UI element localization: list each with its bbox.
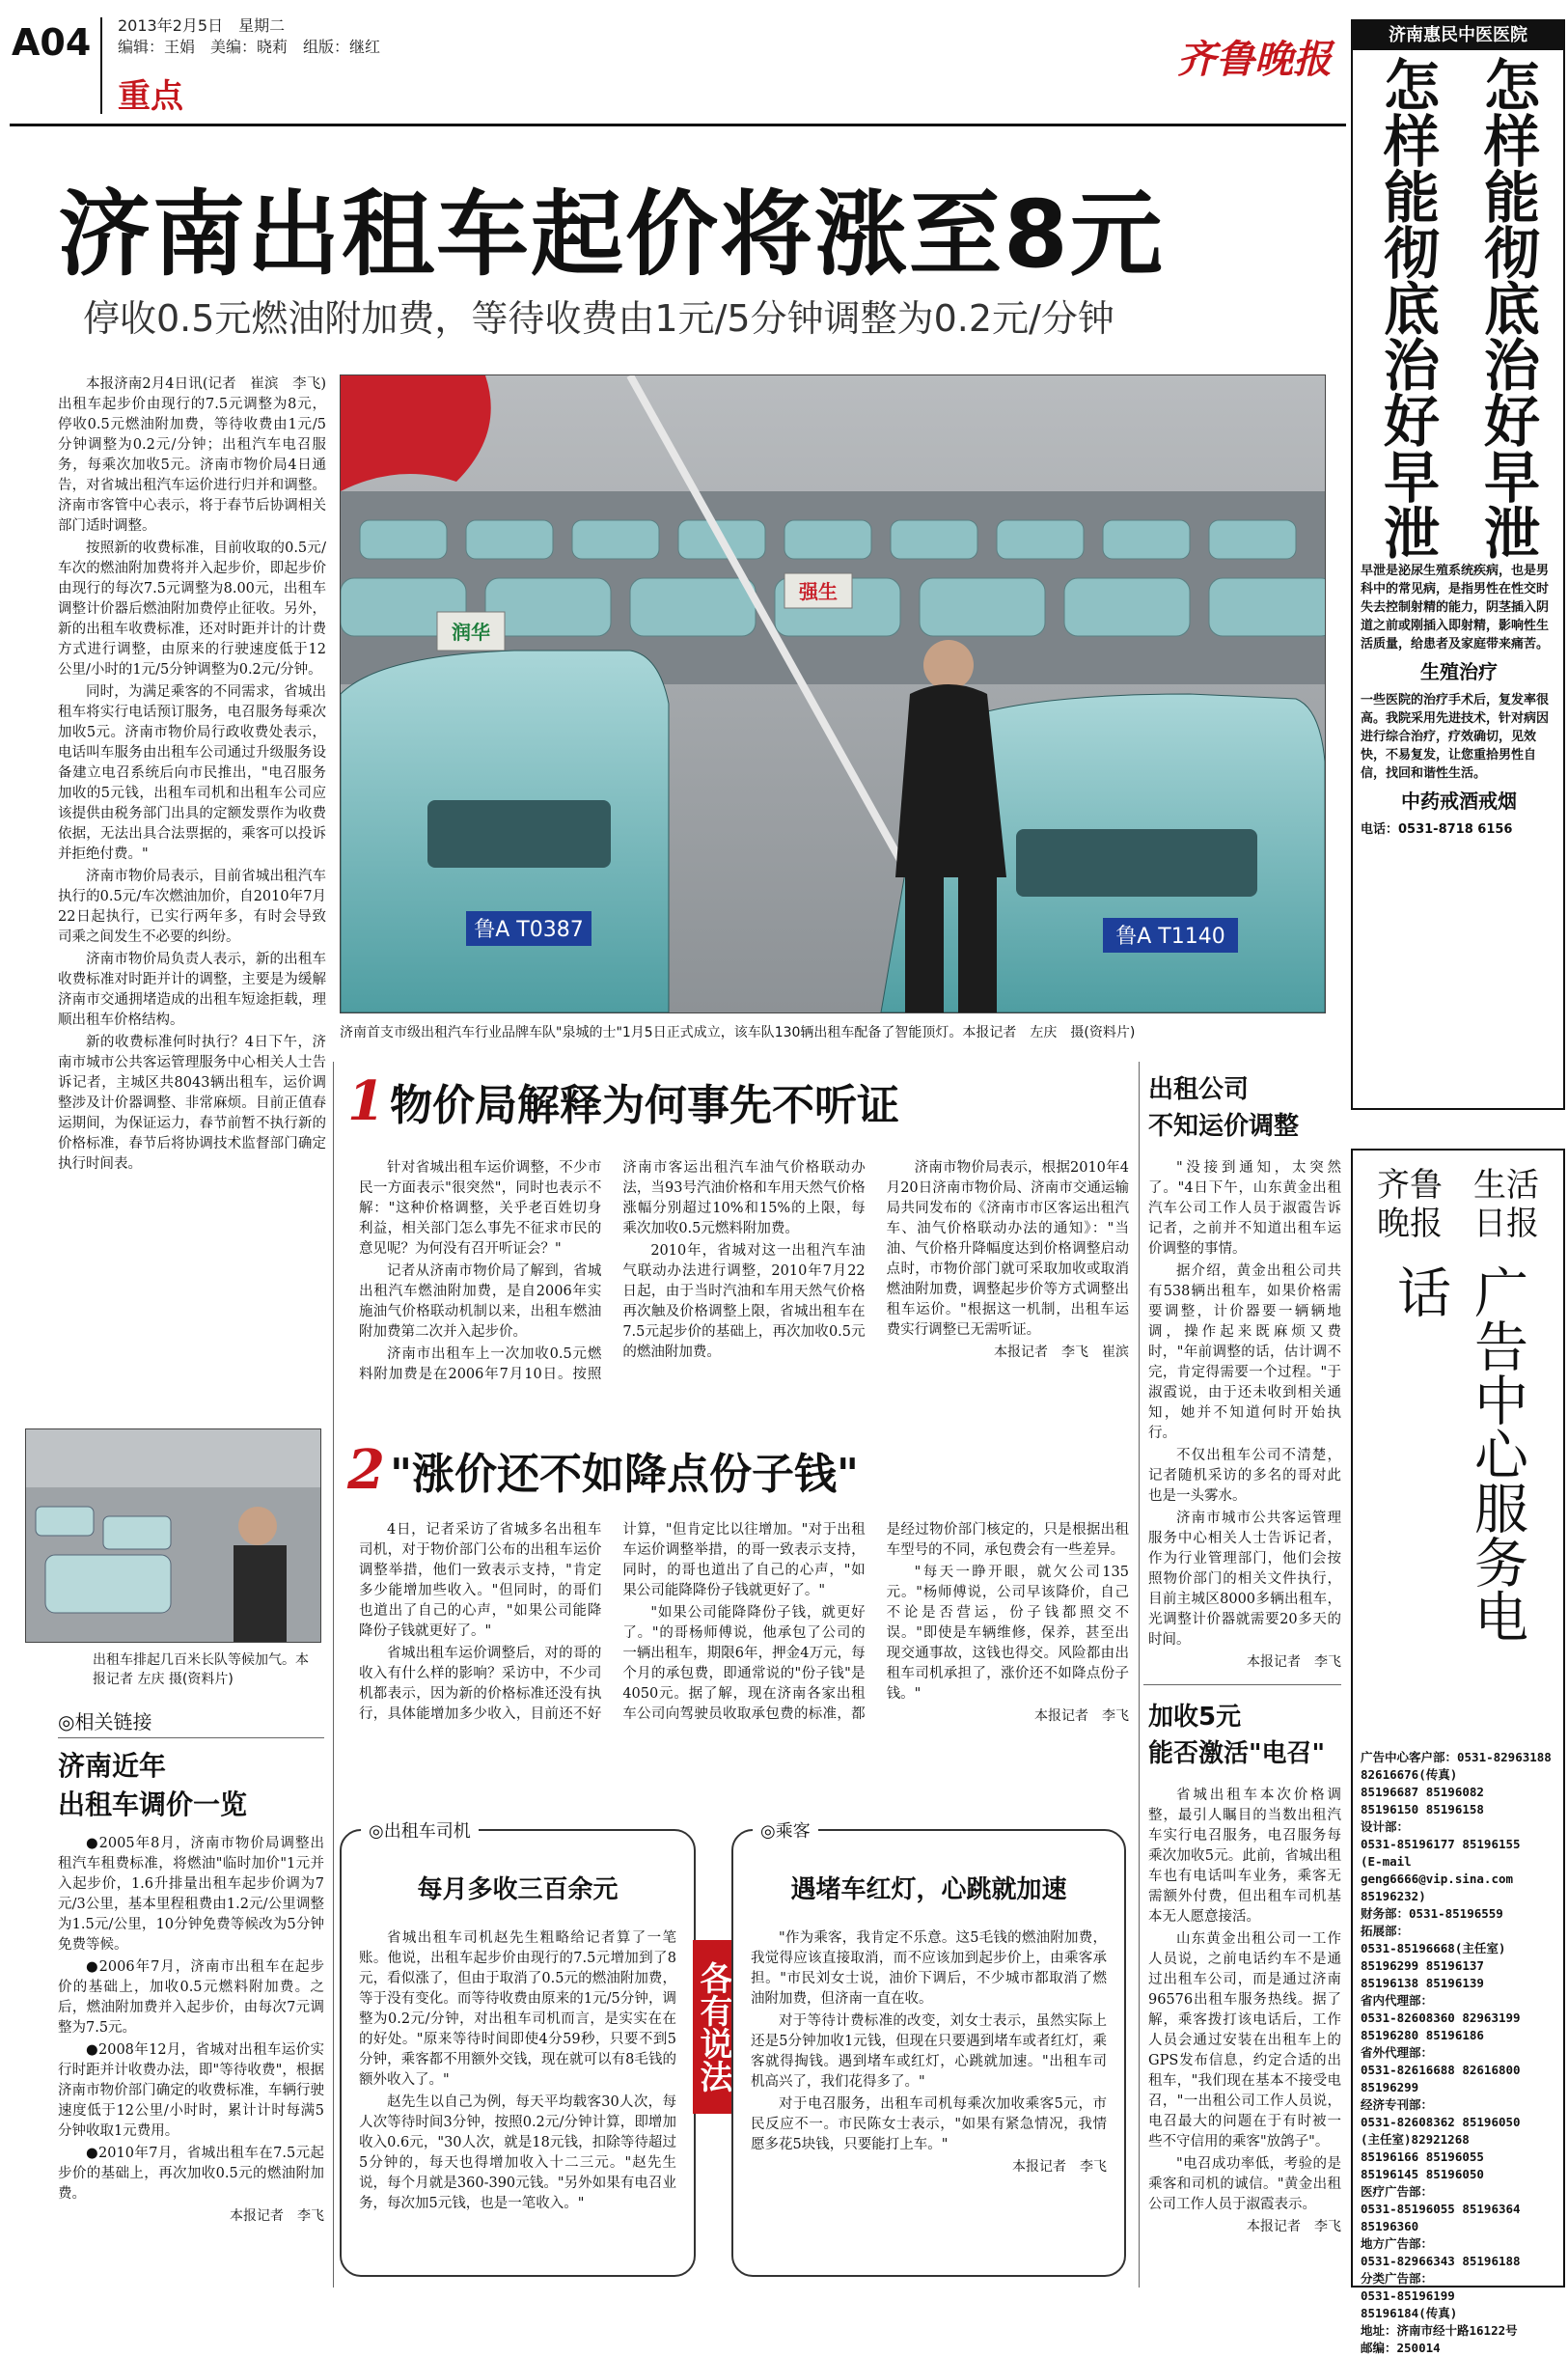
brand-shenghuo: 生活日报	[1473, 1166, 1539, 1243]
links-byline: 本报记者 李飞	[230, 2208, 324, 2224]
ad-phone-line: 85196360	[1361, 2219, 1419, 2233]
links-item: ●2010年7月，省城出租车在7.5元起步价的基础上，再次加收0.5元的燃油附加费。	[58, 2146, 324, 2202]
driver-box-body	[359, 1928, 676, 2214]
passenger-box-paragraph: "作为乘客，我肯定不乐意。这5毛钱的燃油附加费，我觉得应该直接取消，而不应该加到起步价上，由乘客承担。"市民刘女士说，油价下调后，不少城市都取消了燃油附加费，但济南一直在收。	[751, 1930, 1107, 2007]
lead-paragraph: 本报济南2月4日讯(记者 崔滨 李飞) 出租车起步价由现行的7.5元调整为8元，停收0.5元燃油附加费，等待收费由1元/5分钟调整为0.2元/分钟；出租汽车电召服务，每乘次加收5元。济南市物价局4日通告，对省城出租汽车运价进行归并和调整。济南市客管中心表示，将于春节后协调相关部门适时调整。	[58, 376, 341, 534]
opinions-badge: 各有说法	[693, 1940, 733, 2114]
passenger-box-body	[751, 1928, 1107, 2177]
column-divider	[1139, 1062, 1140, 2288]
section1-paragraph: 济南市出租车上一次加收0.5元燃料附加费是在2006年7月10日。按照济南市客运出租汽车油气价格联动办法，当93号汽油价格和车用天然气价格涨幅分别超过10%和15%的上限，每乘次加收0.5元燃料附加费。	[359, 1160, 866, 1382]
ad-phone-line: 85196166 85196055	[1361, 2149, 1484, 2164]
ad-phone-line: 分类广告部：	[1361, 2271, 1434, 2286]
links-item: ●2008年12月，省城对出租车运价实行时距并计收费办法，即"等待收费"，根据济南市物价部门确定的收费标准，车辆行驶速度低于12公里/小时时，累计计时每满5分钟收取1元费用。	[58, 2042, 324, 2139]
main-photo	[340, 374, 1326, 1013]
lead-paragraph: 新的收费标准何时执行？4日下午，济南市城市公共客运管理服务中心相关人士告诉记者，主城区共8043辆出租车，运价调整涉及计价器调整、非常麻烦。目前正值春运期间，为保证运力，春节前暂不执行新的价格标准，春节后将协调技术监督部门确定执行时间表。	[58, 1035, 326, 1172]
roof-sign-qiangsheng: 强生	[799, 580, 838, 603]
clinic-ad-text: 一些医院的治疗手术后，复发率很高。我院采用先进技术，针对病因进行综合治疗，疗效确切，见效快，不易复发，让您重拾男性自信，找回和谐性生活。	[1361, 693, 1550, 781]
lead-paragraph: 济南市物价局负责人表示，新的出租车收费标准对时距并计的调整，主要是为缓解济南市交通拥堵造成的出租车短途拒载，理顺出租车价格结构。	[58, 952, 326, 1028]
side2-rule	[1143, 1684, 1341, 1685]
ad-phone-line: 85196299 85196137	[1361, 1958, 1484, 1973]
driver-box-paragraph: 赵先生以自己为例，每天平均载客30人次，每人次等待时间3分钟，按照0.2元/分钟计算，即增加收入0.6元，"30人次，就是18元钱，扣除等待超过5分钟的，每天也得增加收入十二三元。"赵先生说，每个月就是360-390元钱。"另外如果有电召业务，每次加5元钱，也是一笔收入。"	[359, 2094, 676, 2211]
section1-paragraph: 记者从济南市物价局了解到，省城出租汽车燃油附加费，是自2006年实施油气价格联动机制以来，出租车燃油附加费第二次并入起步价。	[359, 1263, 602, 1340]
ad-phone-line: 85196280 85196186	[1361, 2028, 1484, 2042]
driver-box-paragraph: 省城出租车司机赵先生粗略给记者算了一笔账。他说，出租车起步价由现行的7.5元增加到了8元，看似涨了，但由于取消了0.5元的燃油附加费，等于没有变化。而等待收费由原来的1元/5分钟，调整为0.2元/分钟，对出租车司机而言，是实实在在的好处。"原来等待时间即使4分59秒，只要不到5分钟，乘客都不用额外交钱，现在就可以有8毛钱的额外收入了。"	[359, 1930, 676, 2088]
lead-paragraph: 济南市物价局表示，目前省城出租汽车执行的0.5元/车次燃油加价，自2010年7月22日起执行，已实行两年多，有时会导致司乘之间发生不必要的纠纷。	[58, 869, 326, 945]
passenger-box-title: 遇堵车红灯，心跳就加速	[790, 1875, 1067, 1904]
ad-center-box	[1351, 1149, 1565, 2355]
ad-center-title: 广告中心服务电话	[1389, 1264, 1528, 1643]
ad-phone-line: 85196184(传真)	[1361, 2306, 1458, 2320]
driver-box	[340, 1821, 696, 2277]
passenger-box-paragraph: 对于等待计费标准的改变，刘女士表示，虽然实际上还是5分钟加收1元钱，但现在只要遇到堵车或者红灯，乘客就得掏钱。遇到堵车或红灯，心跳就加速。"出租车司机高兴了，我们花得多了。"	[751, 2013, 1107, 2090]
ad-phone-line: 医疗广告部：	[1361, 2184, 1434, 2199]
section1-title: 物价局解释为何事先不听证	[390, 1081, 900, 1130]
ad-phone-line: 0531-82616688 82616800	[1361, 2063, 1521, 2077]
side1-body	[1148, 1158, 1341, 1673]
clinic-ad-title-a: 怎样能彻底治好早泄	[1374, 56, 1440, 560]
clinic-ad-section: 中药戒酒戒烟	[1401, 790, 1517, 813]
section1-body	[359, 1158, 1129, 1385]
side1-paragraph: 济南市城市公共客运管理服务中心相关人士告诉记者，作为行业管理部门，他们会按照物价部门的相关文件执行，目前主城区8000多辆出租车，光调整计价器就需要20多天的时间。	[1148, 1511, 1341, 1648]
section2-body	[359, 1520, 1129, 1727]
side1-title: 出租公司 不知运价调整	[1148, 1075, 1300, 1141]
section2-paragraph: "每天一睁开眼，就欠公司135元。"杨师傅说，公司早该降价，自己不论是否营运，份子钱都照交不误。"即使是车辆维修，保养，甚至出现交通事故，这钱也得交。风险都由出租车司机承担了，涨价还不如降点份子钱。"	[886, 1565, 1129, 1702]
ad-phone-list	[1361, 1749, 1559, 2357]
ad-phone-line: 0531-82966343 85196188	[1361, 2254, 1521, 2268]
ad-phone-line: 85196145 85196050	[1361, 2167, 1484, 2181]
side1-paragraph: 据介绍，黄金出租公司共有538辆出租车，如果价格需要调整，计价器要一辆辆地调，操作起来既麻烦又费时，"年前调整的话，估计调不完，肯定得需要一个过程。"于淑霞说，由于还未收到相关通知，她并不知道何时开始执行。	[1148, 1263, 1341, 1441]
editors-line: 编辑：王娟 美编：晓莉 组版：继红	[118, 38, 381, 56]
header-divider	[100, 17, 102, 114]
ad-phone-line: 0531-85196055 85196364	[1361, 2202, 1521, 2216]
ad-phone-line: 0531-85196199	[1361, 2288, 1455, 2303]
section2-byline: 本报记者 李飞	[1033, 1708, 1129, 1724]
ad-phone-line: 85196687 85196082	[1361, 1785, 1484, 1799]
section2-paragraph: 省城出租车运价调整后，对的哥的收入有什么样的影响？采访中，不少司机都表示，因为新的价格标准还没有执行，具体能增加多少收入，目前还不好计算，"但肯定比以往增加。"对于出租车运价调整举措，的哥一致表示支持，同时，的哥也道出了自己的心声，"如果公司能降降份子钱就更好了。"	[359, 1522, 866, 1722]
section2-heading	[347, 1438, 1139, 1502]
passenger-box-paragraph: 对于电召服务，出租车司机每乘次加收乘客5元，市民反应不一。市民陈女士表示，"如果有紧急情况，我情愿多花5块钱，只要能打上车。"	[751, 2096, 1107, 2152]
side2-paragraph: "电召成功率低，考验的是乘客和司机的诚信。"黄金出租公司工作人员于淑霞表示。	[1148, 2156, 1341, 2212]
ad-phone-line: (主任室)82921268	[1361, 2132, 1470, 2147]
section2-paragraph: "如果公司能降降份子钱，就更好了。"的哥杨师傅说，他承包了公司的一辆出租车，期限6年，押金4万元，每个月的承包费，即通常说的"份子钱"是4050元。据了解，现在济南各家出租车公司向驾驶员收取承包费的标准，都是经过物价部门核定的，只是根据出租车型号的不同，承包费会有一些差异。	[622, 1522, 1129, 1722]
ad-phone-line: 85196138 85196139	[1361, 1976, 1484, 1990]
ad-phone-line: 省内代理部：	[1361, 1993, 1434, 2008]
subheadline: 停收0.5元燃油附加费，等待收费由1元/5分钟调整为0.2元/分钟	[83, 297, 1114, 340]
taxi-fleet-illustration	[341, 375, 1325, 1012]
links-list	[58, 1834, 324, 2227]
section1-number: 1	[347, 1069, 385, 1133]
ad-phone-line: 85196299	[1361, 2080, 1419, 2094]
issue-date: 2013年2月5日 星期二	[118, 16, 286, 35]
ad-phone-line: 省外代理部：	[1361, 2045, 1434, 2060]
clinic-ad-section: 生殖治疗	[1420, 660, 1498, 683]
queue-photo-illustration	[26, 1429, 320, 1642]
ad-phone-line: 财务部：0531-85196559	[1361, 1906, 1503, 1921]
roof-sign-runhua: 润华	[452, 621, 490, 644]
section1-paragraph: 针对省城出租车运价调整，不少市民一方面表示"很突然"，同时也表示不解："这种价格调整，关乎老百姓切身利益，相关部门怎么事先不征求市民的意见呢？为何没有召开听证会？"	[359, 1160, 602, 1257]
plate-right: 鲁A T1140	[1115, 925, 1225, 949]
ad-phone-line: 0531-85196177 85196155	[1361, 1837, 1521, 1851]
newspaper-logo: 齐鲁晚报	[1177, 37, 1332, 82]
queue-photo-caption: 出租车排起几百米长队等候加气。本报记者 左庆 摄(资料片)	[93, 1652, 309, 1687]
ad-phone-line: 地方广告部：	[1361, 2236, 1434, 2251]
brand-qilu: 齐鲁晚报	[1377, 1166, 1443, 1243]
driver-box-tag: ◎出租车司机	[361, 1817, 479, 1843]
links-item: ●2006年7月，济南市出租车在起步价的基础上，加收0.5元燃料附加费。之后，燃油附加费并入起步价，由每次7元调整为7.5元。	[58, 1959, 324, 2036]
ad-phone-line: 85196150 85196158	[1361, 1802, 1484, 1816]
plate-left: 鲁A T0387	[474, 918, 584, 942]
side2-byline: 本报记者 李飞	[1247, 2219, 1341, 2234]
column-divider	[333, 1062, 334, 2288]
ad-phone-line: 0531-85196668(主任室)	[1361, 1941, 1506, 1955]
lead-paragraph: 按照新的收费标准，目前收取的0.5元/车次的燃油附加费将并入起步价，即起步价由现行的每次7.5元调整为8.00元，出租车调整计价器后燃油附加费停止征收。另外，新的出租车收费标准，还对时距并计的计费方式进行调整，由原来的行驶速度低于12公里/小时的1元/5分钟调整为0.2元/分钟。	[58, 541, 326, 678]
section1-byline: 本报记者 李飞 崔滨	[993, 1345, 1129, 1360]
ad-phone-line: 0531-82608362 85196050	[1361, 2115, 1521, 2129]
lead-paragraph: 同时，为满足乘客的不同需求，省城出租车将实行电话预订服务，电召服务每乘次加收5元。济南市物价局行政收费处表示，电话叫车服务由出租车公司通过升级服务设备建立电召系统后向市民推出，"电召服务加收的5元钱，出租车司机和出租车公司应该提供由税务部门出具的定额发票作为收费依据，无法出具合法票据的，乘客可以投诉并拒绝付费。"	[58, 684, 326, 862]
section2-number: 2	[347, 1438, 385, 1502]
passenger-box-byline: 本报记者 李飞	[1012, 2159, 1107, 2175]
side2-paragraph: 省城出租车本次价格调整，最引人瞩目的当数出租汽车实行电召服务，电召服务每乘次加收5元。此前，省城出租车也有电话叫车业务，乘客无需额外付费，但出租车司机基本无人愿意接活。	[1148, 1788, 1341, 1925]
clinic-ad-title-b: 怎样能彻底治好早泄	[1474, 56, 1540, 560]
section1-paragraph: 2010年，省城对这一出租汽车油气联动办法进行调整，2010年7月22日起，由于当时汽油和车用天然气价格再次触及价格调整上限，省城出租车在7.5元起步价的基础上，再次加收0.5元的燃油附加费。	[622, 1243, 866, 1360]
ad-phone-line: 设计部：	[1361, 1819, 1410, 1834]
ad-phone-line: 地址：济南市经十路16122号	[1361, 2323, 1518, 2338]
clinic-ad-body	[1361, 562, 1557, 839]
ad-column	[1351, 19, 1565, 2355]
page-number: A04	[12, 21, 92, 64]
passenger-box-tag: ◎乘客	[753, 1817, 818, 1843]
section1-heading	[347, 1069, 1139, 1133]
links-title: 济南近年 出租车调价一览	[58, 1750, 248, 1820]
side1-byline: 本报记者 李飞	[1247, 1654, 1341, 1670]
lead-article	[58, 374, 341, 1177]
section2-paragraph: 4日，记者采访了省城多名出租车司机，对于物价部门公布的出租车运价调整举措，他们一致表示支持，"肯定多少能增加些收入。"但同时，的哥们也道出了自己的心声，"如果公司能降降份子钱就更好了。"	[359, 1522, 602, 1639]
main-photo-caption: 济南首支市级出租汽车行业品牌车队"泉城的士"1月5日正式成立，该车队130辆出租车配备了智能顶灯。本报记者 左庆 摄(资料片)	[340, 1025, 1136, 1040]
section1-paragraph: 济南市物价局表示，根据2010年4月20日济南市物价局、济南市交通运输局共同发布的《济南市市区客运出租汽车、油气价格联动办法的通知》："当油、气价格升降幅度达到价格调整启动点时，市物价部门就可采取加收或取消燃油附加费，调整起步价等方式调整出租车运价。"根据这一机制，出租车运费实行调整已无需听证。	[886, 1160, 1129, 1338]
clinic-ad-brand: 济南惠民中医医院	[1353, 21, 1563, 50]
headline: 济南出租车起价将涨至8元	[58, 180, 1165, 289]
ad-phone-line: 0531-82608360 82963199	[1361, 2010, 1521, 2025]
related-links-tag: ◎相关链接	[58, 1710, 152, 1733]
ad-phone-line: 拓展部：	[1361, 1924, 1410, 1938]
section2-title: "涨价还不如降点份子钱"	[390, 1450, 859, 1499]
queue-photo	[25, 1428, 321, 1643]
clinic-ad-phone: 电话：0531-8718 6156	[1361, 822, 1513, 837]
links-rule	[58, 1737, 324, 1738]
passenger-box	[731, 1821, 1126, 2277]
ad-phone-line: 广告中心客户部：0531-82963188 82616676(传真)	[1361, 1750, 1552, 1782]
ad-phone-line: 经济专刊部：	[1361, 2097, 1434, 2112]
links-item: ●2005年8月，济南市物价局调整出租汽车租费标准，将燃油"临时加价"1元并入起步价，1.6升排量出租车起步价调为7元/3公里，基本里程租费由1.2元/公里调整为1.5元/公里，10分钟免费等候改为5分钟免费等候。	[58, 1836, 324, 1953]
driver-box-title: 每月多收三百余元	[417, 1875, 619, 1904]
side2-title: 加收5元 能否激活"电召"	[1148, 1703, 1326, 1768]
header-meta	[118, 15, 380, 58]
clinic-ad-text: 早泄是泌尿生殖系统疾病，也是男科中的常见病，是指男性在性交时失去控制射精的能力，阴茎插入阴道之前或刚插入即射精，影响性生活质量，给患者及家庭带来痛苦。	[1361, 564, 1550, 652]
ad-phone-line: 邮编：250014	[1361, 2341, 1441, 2355]
side2-paragraph: 山东黄金出租公司一工作人员说，之前电话约车不是通过出租车公司，而是通过济南96576出租车服务热线。据了解，乘客拨打该电话后，工作人员会通过安装在出租车上的GPS发布信息，约定合适的出租车，"我们现在基本不接受电召，"一出租公司工作人员说，电召最大的问题在于有时被一些不守信用的乘客"放鸽子"。	[1148, 1931, 1341, 2149]
side1-paragraph: "没接到通知，太突然了。"4日下午，山东黄金出租汽车公司工作人员于淑霞告诉记者，之前并不知道出租车运价调整的事情。	[1148, 1160, 1341, 1257]
header-rule	[10, 124, 1346, 126]
side1-paragraph: 不仅出租车公司不清楚，记者随机采访的多名的哥对此也是一头雾水。	[1148, 1448, 1341, 1504]
section-name: 重点	[118, 77, 183, 116]
clinic-ad	[1351, 19, 1565, 1110]
ad-phone-line: (E-mail geng6666@vip.sina.com 85196232)	[1361, 1854, 1514, 1903]
side2-body	[1148, 1786, 1341, 2237]
ad-center-brands	[1353, 1166, 1563, 1243]
